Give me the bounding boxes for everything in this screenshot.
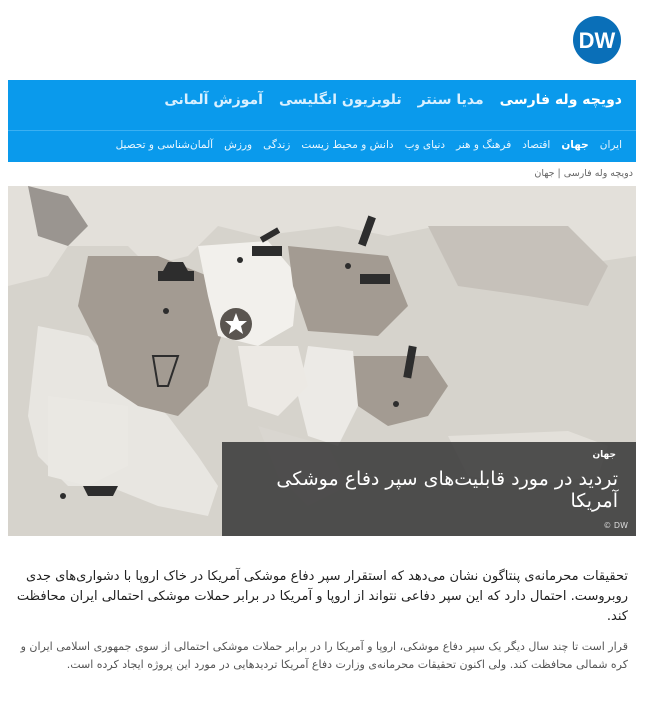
hero-title[interactable]: تردید در مورد قابلیت‌های سپر دفاع موشکی آمریکا: [276, 468, 618, 512]
hero-category[interactable]: جهان: [592, 450, 616, 460]
main-nav-item-media-center[interactable]: مدیا سنتر: [417, 92, 484, 108]
breadcrumb-current[interactable]: جهان: [534, 168, 555, 179]
breadcrumb: [534, 168, 633, 179]
section-navigation: [8, 130, 636, 162]
hero-caption[interactable]: [222, 442, 636, 536]
sub-nav-item-world[interactable]: جهان: [561, 139, 589, 151]
breadcrumb-home[interactable]: دویچه وله فارسی: [563, 168, 633, 179]
main-nav-item-farsi[interactable]: دویچه وله فارسی: [499, 92, 622, 108]
sub-nav-item-economy[interactable]: اقتصاد: [522, 139, 551, 151]
hero-credit: © DW: [603, 521, 628, 530]
dw-logo[interactable]: [562, 12, 632, 68]
sub-nav-item-web[interactable]: دنیای وب: [404, 139, 446, 151]
sub-nav-item-iran[interactable]: ایران: [599, 139, 622, 151]
hero-image[interactable]: [8, 186, 636, 536]
sub-nav-item-germany-study[interactable]: آلمان‌شناسی و تحصیل: [115, 139, 214, 151]
sub-nav-item-science[interactable]: دانش و محیط زیست: [301, 139, 394, 151]
logo-text: DW: [578, 28, 616, 53]
main-navigation: [8, 80, 636, 130]
article-lead: تحقیقات محرمانه‌ی پنتاگون نشان می‌دهد که استقرار سپر دفاع موشکی آمریکا در خاک اروپا با دشواری‌های جدی روبروست. احتمال دارد که این سپر دفاعی نتواند از اروپا و آمریکا در برابر حملات موشکی احتمالی ایران محافظت کند.: [16, 569, 628, 624]
main-nav-item-learn-german[interactable]: آموزش آلمانی: [164, 92, 263, 108]
header-bar: [0, 0, 661, 80]
main-nav-item-english-tv[interactable]: تلویزیون انگلیسی: [278, 92, 402, 108]
sub-nav-item-life[interactable]: زندگی: [263, 139, 291, 151]
breadcrumb-separator: |: [554, 168, 564, 179]
article-body: قرار است تا چند سال دیگر یک سپر دفاع موشکی، اروپا و آمریکا را در برابر حملات موشکی احتمالی از سوی جمهوری اسلامی ایران و کره شمالی محافظت کند. ولی اکنون تحقیقات محرمانه‌ی وزارت دفاع آمریکا تردیدهایی در مورد این پروژه ایجاد کرده است.: [20, 640, 628, 671]
sub-nav-item-culture[interactable]: فرهنگ و هنر: [456, 139, 512, 151]
sub-nav-item-sport[interactable]: ورزش: [224, 139, 253, 151]
